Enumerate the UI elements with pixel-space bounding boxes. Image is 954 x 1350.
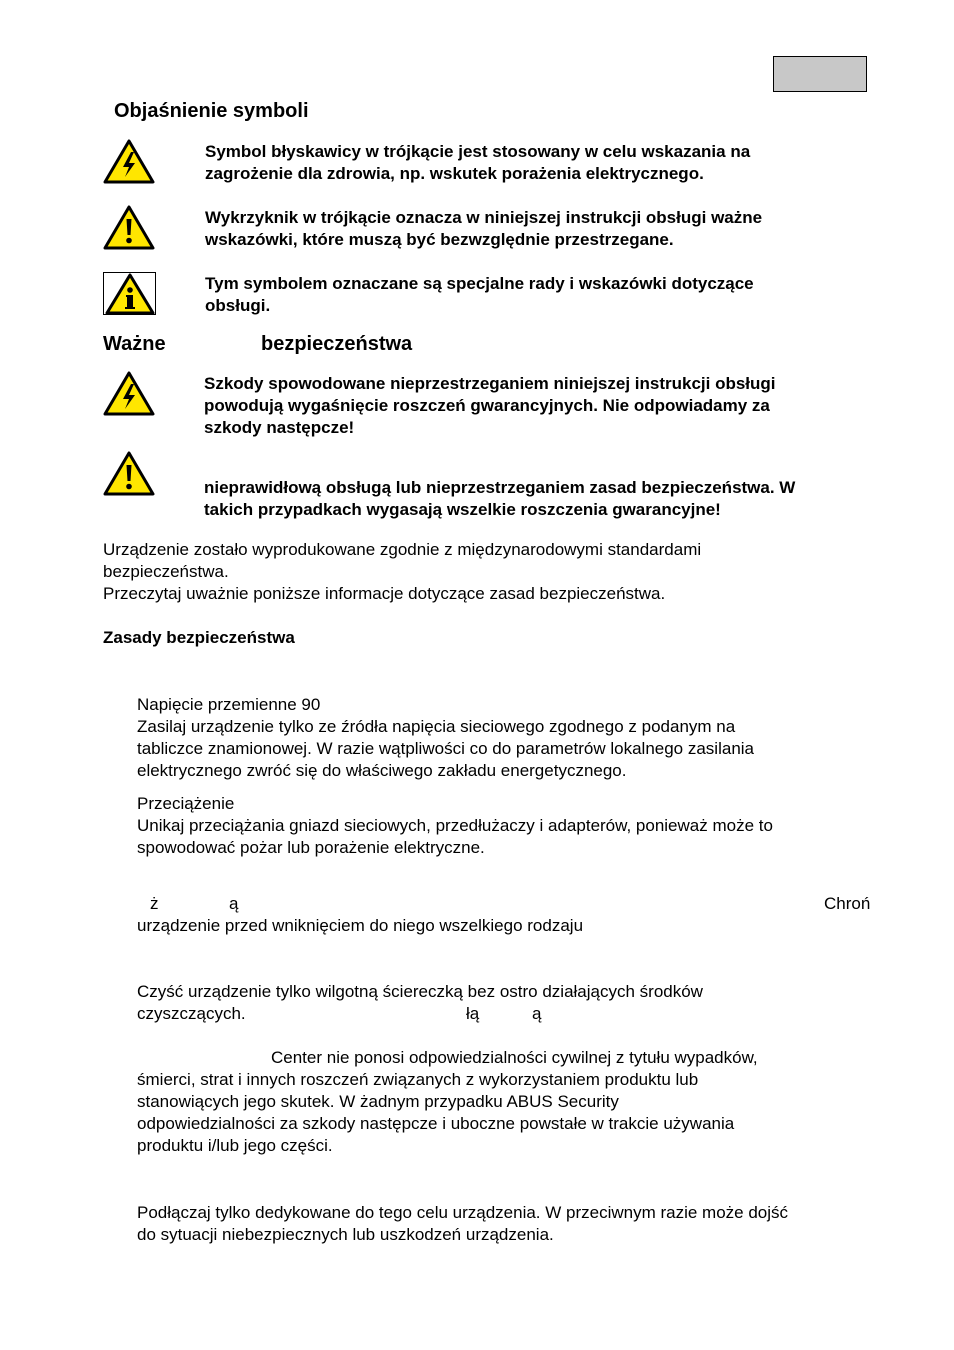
- overload-text: Unikaj przeciążania gniazd sieciowych, przedłużaczy i adapterów, ponieważ może to spowodować pożar lub porażenie elektryczne.: [137, 816, 773, 857]
- rules-heading: Zasady bezpieczeństwa: [103, 628, 295, 647]
- section-heading-safety-word1: Ważne: [103, 333, 166, 355]
- section-heading-safety-word2: bezpieczeństwa: [261, 333, 413, 355]
- clean-fragment-2: ą: [532, 1004, 542, 1023]
- liability-text: śmierci, strat i innych roszczeń związanych z wykorzystaniem produktu lub stanowiących jego skutek. W żadnym przypadku ABUS Security odpowiedzialności za szkody następcze i uboczne powstałe w trakcie używania produktu i/lub jego części.: [137, 1070, 735, 1155]
- overload-title: Przeciążenie: [137, 794, 235, 813]
- exclamation-warning-icon: [103, 451, 155, 497]
- lightning-warning-icon: [103, 139, 155, 185]
- warning-text-lightning: Szkody spowodowane nieprzestrzeganiem niniejszej instrukcji obsługi powodują wygaśnięcie roszczeń gwarancyjnych. Nie odpowiadamy za szkody następcze!: [204, 374, 776, 437]
- power-title: Napięcie przemienne 90: [137, 695, 321, 714]
- power-text: Zasilaj urządzenie tylko ze źródła napięcia sieciowego zgodnego z podanym na tabliczce znamionowej. W razie wątpliwości co do parametrów lokalnego zasilania elektrycznego zwróć się do właściwego zakładu energetycznego.: [137, 717, 755, 780]
- warning-text-exclamation: nieprawidłową obsługą lub nieprzestrzeganiem zasad bezpieczeństwa. W takich przypadkach wygasają wszelkie roszczenia gwarancyjne!: [204, 478, 796, 519]
- lightning-warning-icon: [103, 371, 155, 417]
- page-number-box: [773, 56, 867, 92]
- intro-paragraph: Urządzenie zostało wyprodukowane zgodnie z międzynarodowymi standardami bezpieczeństwa. Przeczytaj uważnie poniższe informacje dotyczące zasad bezpieczeństwa.: [103, 540, 702, 603]
- info-icon: [104, 272, 156, 318]
- clean-text: Czyść urządzenie tylko wilgotną ściereczką bez ostro działających środków: [137, 982, 703, 1001]
- exclamation-warning-icon: [103, 205, 155, 251]
- symbol-text-exclamation: Wykrzyknik w trójkącie oznacza w niniejszej instrukcji obsługi ważne wskazówki, które muszą być bezwzględnie przestrzegane.: [205, 208, 763, 249]
- symbol-text-lightning: Symbol błyskawicy w trójkącie jest stosowany w celu wskazania na zagrożenie dla zdrowia, np. wskutek porażenia elektrycznego.: [205, 142, 751, 183]
- liquid-text: urządzenie przed wniknięciem do niego wszelkiego rodzaju: [137, 916, 584, 935]
- liquid-fragment-3: Chroń: [824, 894, 871, 913]
- connect-text: Podłączaj tylko dedykowane do tego celu urządzenia. W przeciwnym razie może dojść do sytuacji niebezpiecznych lub uszkodzeń urządzenia.: [137, 1203, 789, 1244]
- liquid-fragment-1: ż: [150, 894, 159, 913]
- clean-fragment-1: łą: [466, 1004, 480, 1023]
- liability-line-1: Center nie ponosi odpowiedzialności cywilnej z tytułu wypadków,: [271, 1048, 758, 1067]
- section-heading-symbols: Objaśnienie symboli: [114, 100, 309, 122]
- liquid-fragment-2: ą: [229, 894, 239, 913]
- clean-text-2: czyszczących.: [137, 1004, 246, 1023]
- symbol-text-info: Tym symbolem oznaczane są specjalne rady i wskazówki dotyczące obsługi.: [205, 274, 754, 315]
